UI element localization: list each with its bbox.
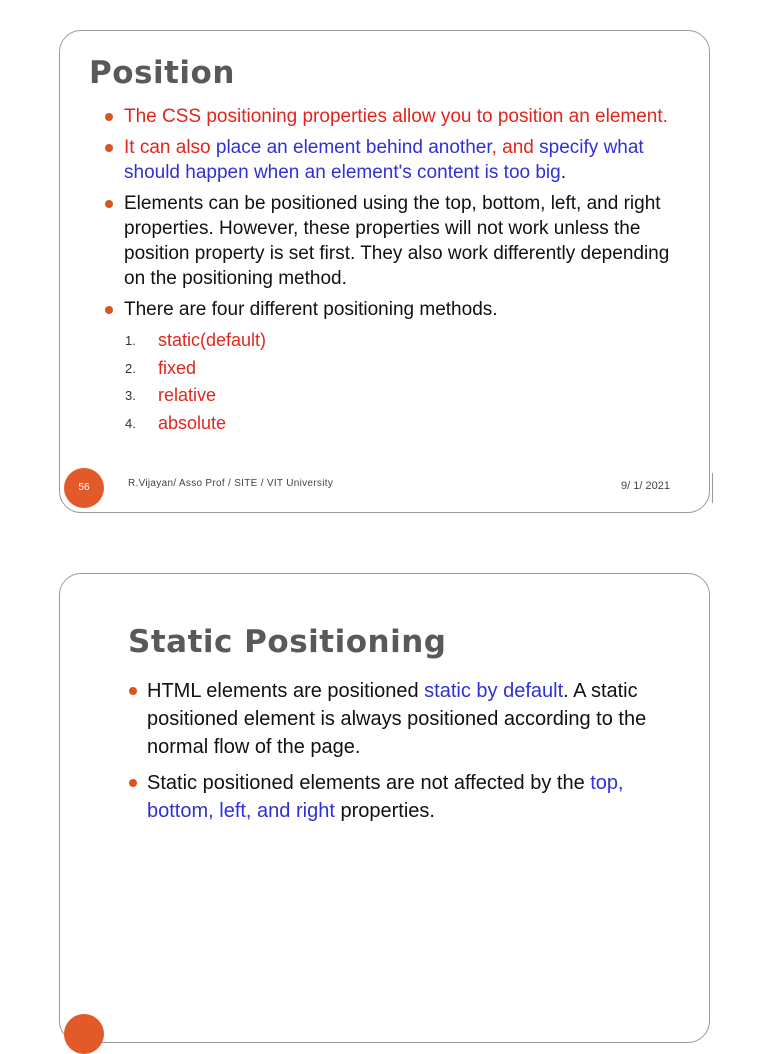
method-item: [125, 410, 266, 438]
bullet-list: [105, 104, 695, 328]
bullet-text-segment: HTML elements are positioned: [147, 680, 425, 702]
bullet-text-segment: place an element behind another: [215, 137, 492, 158]
method-number: 1.: [125, 333, 136, 348]
method-label: relative: [158, 385, 217, 405]
slide-edge-mark: [712, 473, 713, 503]
methods-list: [125, 327, 266, 437]
bullet-text-segment: properties.: [334, 800, 435, 822]
bullet-text-segment: . A static positioned element is always positioned according to the normal flow of the page.: [147, 680, 647, 758]
bullet-text-segment: It can also: [124, 137, 216, 158]
footer-author: R.Vijayan/ Asso Prof / SITE / VIT University: [128, 478, 334, 489]
method-label: absolute: [158, 412, 227, 433]
bullet-item: [129, 769, 649, 825]
slide-title: Static Positioning: [128, 624, 447, 660]
method-item: [125, 355, 266, 383]
method-number: 2.: [125, 360, 136, 376]
footer-date: 9/ 1/ 2021: [621, 480, 670, 492]
bullet-item: [105, 104, 695, 129]
bullet-text: The CSS positioning properties allow you to position an element.: [124, 106, 668, 127]
method-item: [125, 382, 266, 410]
method-number: 3.: [125, 388, 136, 403]
bullet-dot-icon: [105, 306, 113, 314]
bullet-dot-icon: [129, 687, 137, 695]
page-number-badge: [64, 1014, 104, 1054]
bullet-text-segment: Static positioned elements are not affected by the: [147, 772, 591, 794]
bullet-item: [105, 297, 695, 322]
method-item: [125, 327, 266, 355]
bullet-text: Elements can be positioned using the top, bottom, left, and right properties. However, these properties will not work unless the position property is set first. They also work differently depending on the positioning method.: [124, 193, 670, 289]
bullet-item: [129, 677, 649, 761]
bullet-dot-icon: [105, 200, 113, 208]
slide-static-positioning: [59, 573, 710, 1043]
bullet-text-segment: static by default: [424, 680, 564, 702]
method-label: fixed: [158, 357, 197, 378]
bullet-dot-icon: [105, 113, 113, 121]
page-number-badge: 56: [64, 468, 104, 508]
bullet-text: There are four different positioning methods.: [124, 299, 498, 320]
bullet-text-segment: specify what should happen when an element's content is too big: [124, 137, 644, 183]
bullet-item: [105, 191, 695, 291]
bullet-item: [105, 135, 695, 185]
method-number: 4.: [125, 415, 136, 431]
method-label: static(default): [158, 330, 267, 350]
bullet-dot-icon: [129, 779, 137, 787]
bullet-text-segment: top, bottom, left, and right: [147, 772, 624, 822]
bullet-text-segment: .: [560, 162, 566, 183]
slide-position: [59, 30, 710, 513]
slide-title: Position: [89, 55, 235, 91]
bullet-text-segment: , and: [491, 137, 540, 158]
bullet-list: [129, 677, 649, 833]
bullet-dot-icon: [105, 144, 113, 152]
